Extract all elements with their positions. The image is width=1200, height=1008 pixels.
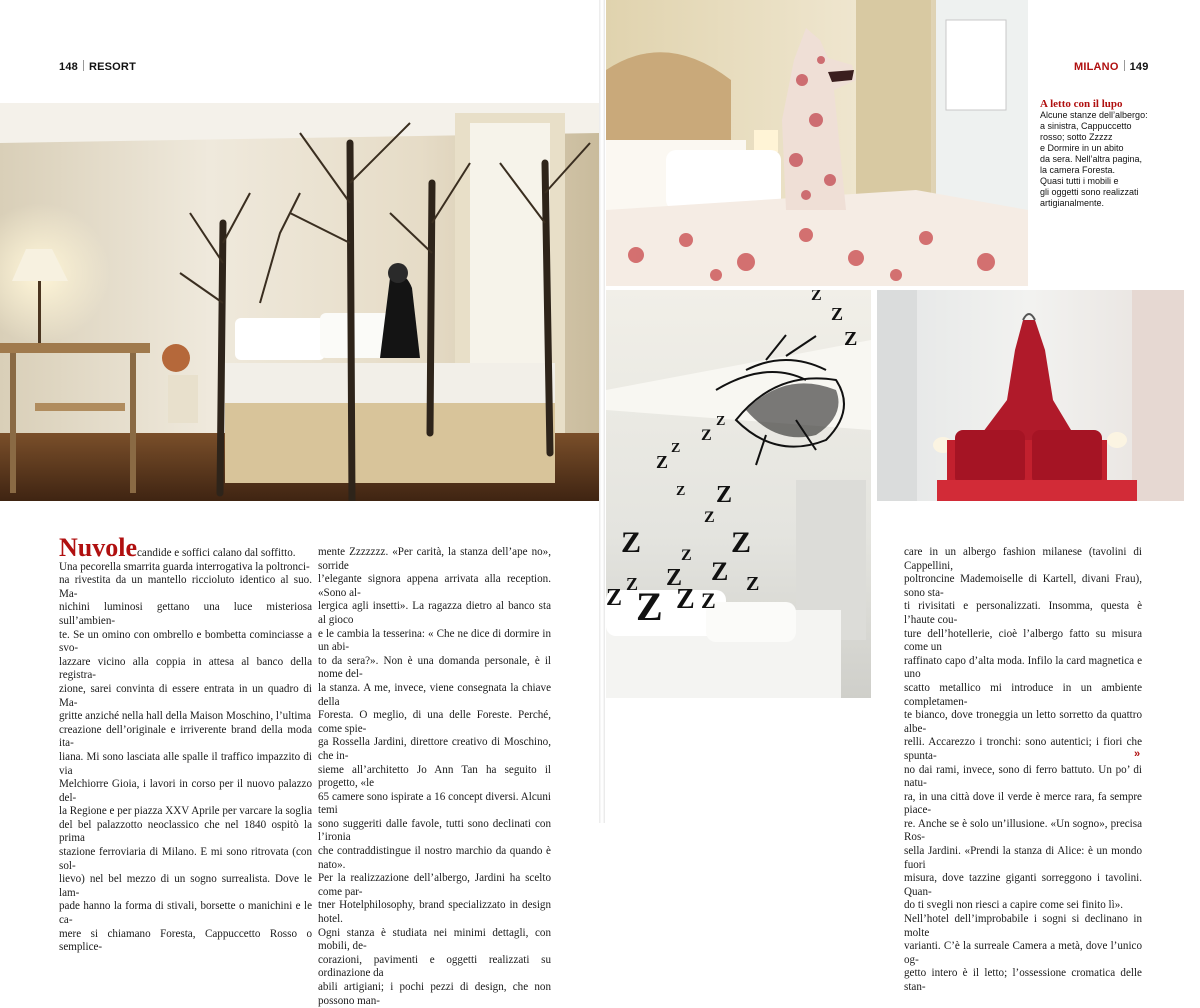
article-line: creazione dell’originale e irriverente brand della moda ita- <box>59 723 312 750</box>
article-line: to da sera?». Non è una domanda personale, è il nome del- <box>318 654 551 681</box>
svg-text:Z: Z <box>746 573 760 595</box>
right-section-name: MILANO <box>1074 61 1119 73</box>
article-line: getto intero è il letto; l’ossessione cromatica delle stan- <box>904 967 1142 993</box>
article-line: sono suggeriti dalle favole, tutti sono declinati con l’ironia <box>318 817 551 844</box>
article-line: la Regione e per piazza XXV Aprile per varcare la soglia <box>59 805 312 818</box>
svg-text:Z: Z <box>831 304 844 324</box>
article-line: e le cambia la tesserina: « Che ne dice di dormire in un abi- <box>318 627 551 654</box>
article-line: relli. Accarezzo i tronchi: sono autentici; i fiori che spunta- <box>904 736 1142 762</box>
article-line: ture dell’hotellerie, cioè l’albergo fatto su misura come un <box>904 627 1142 654</box>
svg-text:Z: Z <box>621 526 642 559</box>
caption-line: artigianalmente. <box>1040 198 1105 208</box>
article-line: Per la realizzazione dell’albergo, Jardini ha scelto come par- <box>318 872 551 898</box>
article-line: Melchiorre Gioia, i lavori in corso per il nuovo palazzo del- <box>59 778 312 804</box>
continue-arrow-icon: » <box>1134 748 1141 760</box>
caption-line: a sinistra, Cappuccetto <box>1040 121 1132 131</box>
svg-text:Z: Z <box>676 584 695 615</box>
photo-caption <box>1040 98 1160 209</box>
article-line: Foresta. O meglio, di una delle Foreste. Perché, come spie- <box>318 709 551 735</box>
svg-text:Z: Z <box>701 427 712 444</box>
article-line: varianti. C’è la surreale Camera a metà, dove l’unico og- <box>904 940 1142 966</box>
caption-line: gli oggetti sono realizzati <box>1040 187 1139 197</box>
article-column-2 <box>318 546 551 1008</box>
article-line: te bianco, dove troneggia un letto sorretto da quattro albe- <box>904 709 1142 735</box>
caption-title: A letto con il lupo <box>1040 98 1123 110</box>
right-page-number: 149 <box>1129 61 1149 73</box>
article-line: do ti svegli non riesci a capire come sei finito lì». <box>904 899 1124 912</box>
page-spine <box>599 0 605 823</box>
article-line: pade hanno la forma di stivali, borsette o manichini e le ca- <box>59 900 312 927</box>
svg-text:Z: Z <box>844 328 858 350</box>
svg-text:Z: Z <box>656 452 669 472</box>
article-line: ra, in una città dove il verde è merce rara, fa sempre piace- <box>904 790 1142 817</box>
article-line: l’elegante signora appena arrivata alla reception. «Sono al- <box>318 573 551 599</box>
article-line: no dai rami, invece, sono di ferro battuto. Un po’ di natu- <box>904 763 1142 790</box>
article-line: sella Jardini. «Prendi la stanza di Alice: è un mondo fuori <box>904 845 1142 871</box>
article-line: lievo) nel bel mezzo di un sogno surrealista. Dove le lam- <box>59 873 312 899</box>
article-line: la stanza. A me, invece, viene consegnata la chiave della <box>318 681 551 708</box>
article-column-1 <box>59 533 312 955</box>
photo-foresta-room <box>0 103 599 501</box>
article-line: del bel palazzotto neoclassico che nel 1840 ospitò la prima <box>59 818 312 845</box>
article-line: na rivestita da un mantello riccioluto identico al suo. Ma- <box>59 574 312 600</box>
photo-wolf-room <box>606 0 1028 286</box>
article-line: te. Se un omino con ombrello e bombetta cominciasse a svo- <box>59 628 312 655</box>
article-line: stazione ferroviaria di Milano. E mi sono ritrovata (con sol- <box>59 846 312 872</box>
article-line: tner Hotelphilosophy, brand specializzato in design hotel. <box>318 899 551 926</box>
svg-text:Z: Z <box>704 509 715 526</box>
article-line: Una pecorella smarrita guarda interrogativa la poltronci- <box>59 560 310 573</box>
article-line: candide e soffici calano dal soffitto. <box>137 547 296 559</box>
article-line: raffinato capo d’alta moda. Infilo la card magnetica e uno <box>904 654 1142 681</box>
dropword: Nuvole <box>59 533 137 562</box>
article-line: lazzare vicino alla coppia in attesa al banco della registra- <box>59 655 312 682</box>
svg-text:Z: Z <box>681 547 692 564</box>
article-line: poltroncine Mademoiselle di Kartell, divani Frau), sono sta- <box>904 573 1142 599</box>
article-line: Nell’hotel dell’improbabile i sogni si declinano in molte <box>904 913 1142 939</box>
caption-line: la camera Foresta. <box>1040 165 1116 175</box>
svg-text:Z: Z <box>626 574 639 594</box>
svg-text:Z: Z <box>676 484 686 499</box>
article-line: mere si chiamano Foresta, Cappuccetto Rosso o semplice- <box>59 927 312 954</box>
article-line: sieme all’architetto Jo Ann Tan ha seguito il progetto, «le <box>318 763 551 790</box>
article-line: nichini luminosi gettano una luce misteriosa sull’ambien- <box>59 601 312 627</box>
article-line: mente Zzzzzzz. «Per carità, la stanza dell’ape no», sorride <box>318 546 551 572</box>
photo-red-dress-room <box>877 290 1184 501</box>
article-line: scatto metallico mi introduce in un ambiente completamen- <box>904 681 1142 708</box>
article-line: abili artigiani; i pochi pezzi di design, che non possono man- <box>318 981 551 1007</box>
article-line: che contraddistingue il nostro marchio da quando è nato». <box>318 845 551 871</box>
svg-text:Z: Z <box>716 482 733 508</box>
left-folio <box>59 60 136 73</box>
article-line: lergica agli insetti». La ragazza dietro al banco sta al gioco <box>318 600 551 626</box>
article-line: liana. Mi sono lasciata alle spalle il traffico impazzito di via <box>59 750 312 777</box>
article-opening <box>59 533 312 562</box>
article-line: misura, dove tazzine giganti sorreggono i tavolini. Quan- <box>904 872 1142 898</box>
article-line: corazioni, pavimenti e oggetti realizzati su ordinazione da <box>318 953 551 980</box>
svg-text:Z: Z <box>711 557 729 586</box>
caption-line: Alcune stanze dell’albergo: <box>1040 110 1148 120</box>
article-line: care in un albergo fashion milanese (tavolini di Cappellini, <box>904 546 1142 572</box>
left-page-number: 148 <box>59 61 78 73</box>
article-line: ga Rossella Jardini, direttore creativo di Moschino, che in- <box>318 736 551 762</box>
svg-text:Z: Z <box>701 588 716 613</box>
article-line: re. Anche se è solo un’illusione. «Un sogno», precisa Ros- <box>904 817 1142 844</box>
caption-body <box>1040 110 1160 209</box>
article-column-3 <box>904 546 1142 995</box>
caption-line: Quasi tutti i mobili e <box>1040 176 1119 186</box>
svg-text:Z: Z <box>716 414 726 429</box>
article-line: gritte anziché nella hall della Maison Moschino, l’ultima <box>59 710 312 723</box>
photo-zzz-room <box>606 290 871 698</box>
article-line: zione, sarei convinta di essere entrata in un quadro di Ma- <box>59 682 312 709</box>
article-line: 65 camere sono ispirate a 16 concept diversi. Alcuni temi <box>318 790 551 817</box>
svg-text:Z: Z <box>606 585 623 611</box>
svg-text:Z: Z <box>731 526 752 559</box>
svg-text:Z: Z <box>811 290 822 304</box>
svg-text:Z: Z <box>636 584 663 629</box>
caption-line: da sera. Nell’altra pagina, <box>1040 154 1143 164</box>
right-folio <box>1074 60 1149 73</box>
svg-text:Z: Z <box>666 565 683 591</box>
caption-line: e Dormire in un abito <box>1040 143 1124 153</box>
article-line: Ogni stanza è studiata nei minimi dettagli, con mobili, de- <box>318 926 551 953</box>
svg-text:Z: Z <box>671 441 681 456</box>
left-section-name: RESORT <box>88 61 136 73</box>
caption-line: rosso; sotto Zzzzz <box>1040 132 1113 142</box>
article-line: ti rivisitati e personalizzati. Insomma, questa è l’haute cou- <box>904 600 1142 626</box>
